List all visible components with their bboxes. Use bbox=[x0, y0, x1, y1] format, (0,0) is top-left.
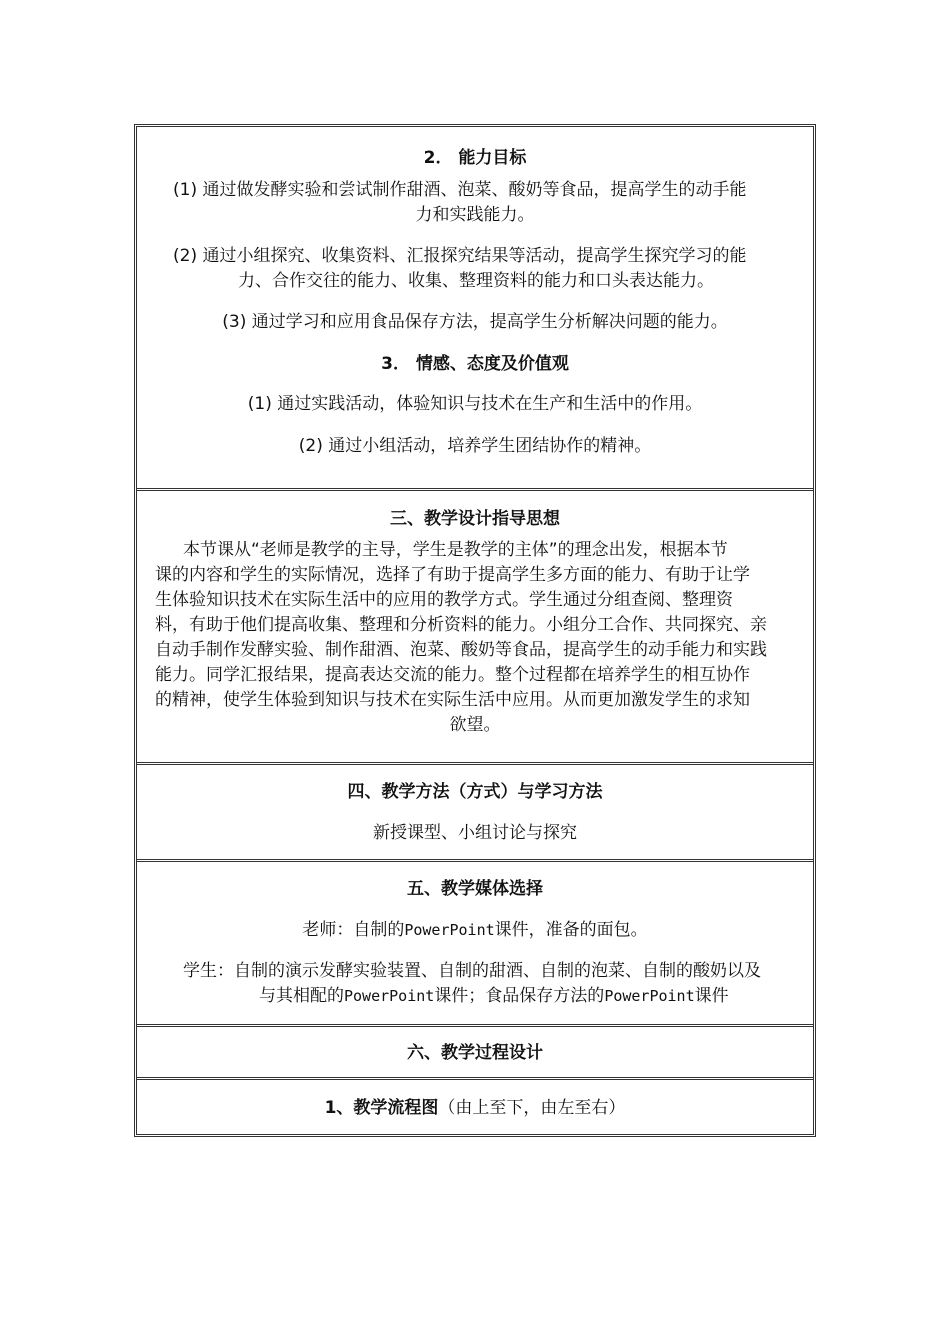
lesson-plan-table bbox=[134, 124, 816, 1137]
item-number: (3) bbox=[222, 312, 247, 332]
item-text-cont: 力和实践能力。 bbox=[415, 205, 535, 225]
ability-item-3 bbox=[155, 310, 795, 335]
guiding-heading: 三、教学设计指导思想 bbox=[390, 509, 560, 529]
method-text: 新授课型、小组讨论与探究 bbox=[373, 823, 577, 843]
section-goals bbox=[137, 127, 813, 488]
media-teacher: 老师：自制的PowerPoint课件，准备的面包。 bbox=[302, 920, 648, 940]
ability-heading: 2． 能力目标 bbox=[423, 148, 527, 168]
section-guiding-thought bbox=[137, 488, 813, 762]
item-text: 通过实践活动，体验知识与技术在生产和生活中的作用。 bbox=[277, 394, 703, 414]
paragraph-line: 料，有助于他们提高收集、整理和分析资料的能力。小组分工合作、共同探究、亲 bbox=[155, 615, 767, 635]
item-text: 通过做发酵实验和尝试制作甜酒、泡菜、酸奶等食品，提高学生的动手能 bbox=[202, 180, 747, 200]
section-media bbox=[137, 859, 813, 1024]
emotion-item-1 bbox=[155, 392, 795, 417]
item-text-cont: 力、合作交往的能力、收集、整理资料的能力和口头表达能力。 bbox=[238, 271, 714, 291]
section-process bbox=[137, 1024, 813, 1077]
section-teaching-method bbox=[137, 762, 813, 859]
paragraph-line: 生体验知识技术在实际生活中的应用的教学方式。学生通过分组查阅、整理资 bbox=[155, 590, 733, 610]
ability-item-2 bbox=[155, 244, 795, 294]
paragraph-line: 能力。同学汇报结果，提高表达交流的能力。整个过程都在培养学生的相互协作 bbox=[155, 665, 750, 685]
method-heading: 四、教学方法（方式）与学习方法 bbox=[347, 782, 603, 802]
item-text: 通过学习和应用食品保存方法，提高学生分析解决问题的能力。 bbox=[251, 312, 728, 332]
guiding-paragraph bbox=[155, 538, 795, 738]
media-heading: 五、教学媒体选择 bbox=[407, 879, 543, 899]
item-number: (2) bbox=[173, 246, 198, 266]
emotion-item-2 bbox=[155, 434, 795, 459]
item-number: (2) bbox=[298, 436, 323, 456]
ability-item-1 bbox=[155, 178, 795, 228]
emotion-heading: 3． 情感、态度及价值观 bbox=[381, 354, 569, 374]
flowchart-heading: 1、教学流程图（由上至下，由左至右） bbox=[324, 1098, 626, 1118]
paragraph-line: 欲望。 bbox=[449, 715, 501, 735]
item-text: 通过小组活动，培养学生团结协作的精神。 bbox=[328, 436, 652, 456]
item-number: (1) bbox=[173, 180, 198, 200]
item-text: 通过小组探究、收集资料、汇报探究结果等活动，提高学生探究学习的能 bbox=[202, 246, 747, 266]
section-flowchart bbox=[137, 1077, 813, 1134]
paragraph-line: 自动手制作发酵实验、制作甜酒、泡菜、酸奶等食品，提高学生的动手能力和实践 bbox=[155, 640, 767, 660]
item-number: (1) bbox=[247, 394, 272, 414]
paragraph-line: 本节课从“老师是教学的主导，学生是教学的主体”的理念出发，根据本节 bbox=[183, 540, 728, 560]
paragraph-line: 课的内容和学生的实际情况，选择了有助于提高学生多方面的能力、有助于让学 bbox=[155, 565, 750, 585]
paragraph-line: 的精神，使学生体验到知识与技术在实际生活中应用。从而更加激发学生的求知 bbox=[155, 690, 750, 710]
media-student: 学生：自制的演示发酵实验装置、自制的甜酒、自制的泡菜、自制的酸奶以及 与其相配的PowerPoint课件；食品保存方法的PowerPoint课件 bbox=[183, 961, 761, 1006]
process-heading: 六、教学过程设计 bbox=[407, 1043, 543, 1063]
